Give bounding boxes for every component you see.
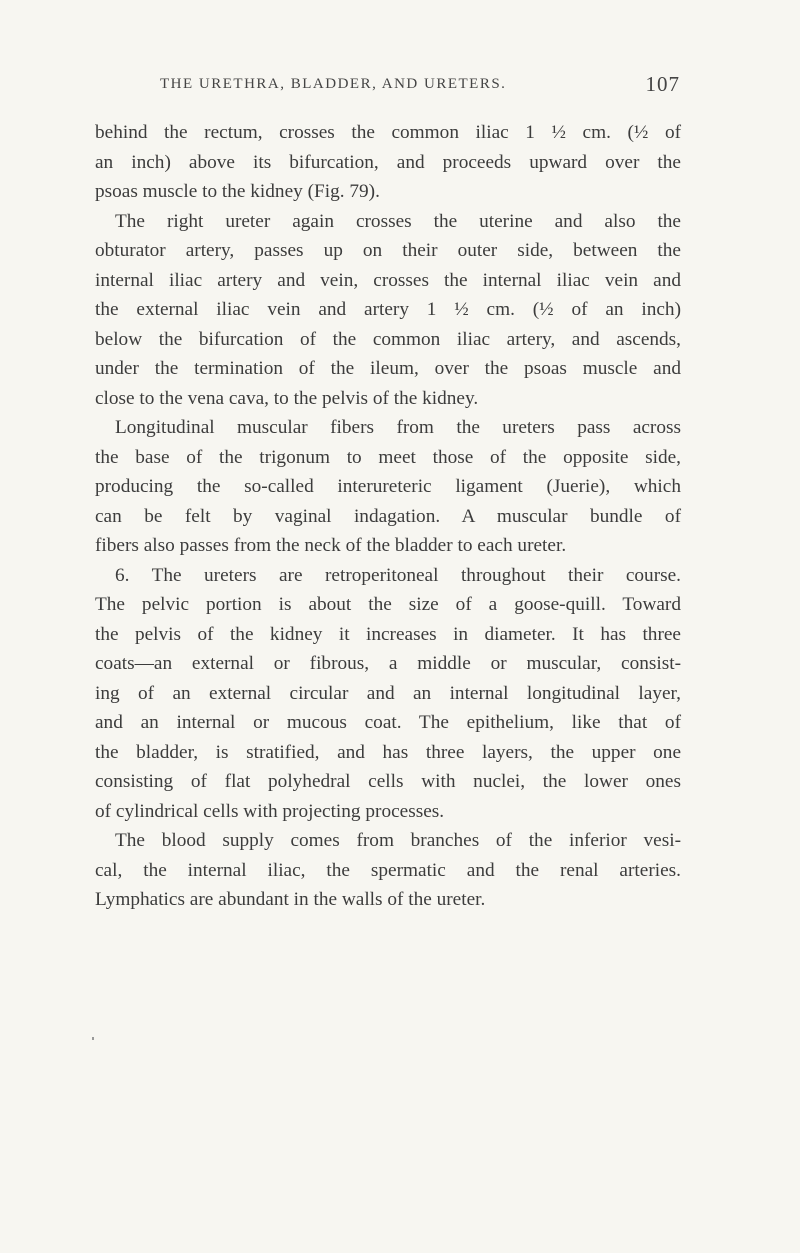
text-line: consisting of flat polyhedral cells with nuclei, the lower ones bbox=[95, 771, 681, 792]
running-head-title: THE URETHRA, BLADDER, AND URETERS. bbox=[160, 76, 507, 92]
text-line: obturator artery, passes up on their outer side, between the bbox=[95, 240, 681, 261]
text-line: of cylindrical cells with projecting processes. bbox=[95, 800, 445, 822]
text-line: and an internal or mucous coat. The epithelium, like that of bbox=[95, 712, 681, 733]
text-line: The blood supply comes from branches of the inferior vesi- bbox=[115, 830, 681, 851]
text-line: The right ureter again crosses the uterine and also the bbox=[115, 210, 681, 232]
text-line: an inch) above its bifurcation, and proceeds upward over the bbox=[95, 151, 681, 173]
text-line: the pelvis of the kidney it increases in diameter. It has three bbox=[95, 623, 681, 645]
text-line: can be felt by vaginal indagation. A muscular bundle of bbox=[95, 505, 681, 527]
text-line: under the termination of the ileum, over the psoas muscle and bbox=[95, 358, 681, 379]
paper-speck bbox=[92, 1037, 94, 1040]
text-line: the base of the trigonum to meet those of the opposite side, bbox=[95, 446, 681, 468]
text-line: internal iliac artery and vein, crosses the internal iliac vein and bbox=[95, 269, 681, 291]
text-line: ing of an external circular and an internal longitudinal layer, bbox=[95, 682, 681, 704]
text-line: Longitudinal muscular fibers from the ureters pass across bbox=[115, 417, 681, 438]
text-line: The pelvic portion is about the size of a goose-quill. Toward bbox=[95, 594, 681, 615]
page-number: 107 bbox=[645, 72, 680, 96]
text-line: the external iliac vein and artery 1 ½ cm. (½ of an inch) bbox=[95, 299, 681, 320]
text-line: coats—an external or fibrous, a middle or muscular, consist- bbox=[95, 653, 681, 674]
text-line: fibers also passes from the neck of the bladder to each ureter. bbox=[95, 535, 567, 556]
text-line: producing the so-called interureteric ligament (Juerie), which bbox=[95, 476, 681, 497]
text-line: Lymphatics are abundant in the walls of the ureter. bbox=[95, 889, 486, 910]
text-line: behind the rectum, crosses the common iliac 1 ½ cm. (½ of bbox=[95, 122, 681, 143]
body-text bbox=[95, 118, 681, 915]
text-line: 6. The ureters are retroperitoneal throughout their course. bbox=[115, 564, 681, 586]
text-line: psoas muscle to the kidney (Fig. 79). bbox=[95, 181, 380, 202]
text-line: below the bifurcation of the common iliac artery, and ascends, bbox=[95, 328, 681, 350]
text-line: the bladder, is stratified, and has three layers, the upper one bbox=[95, 741, 681, 763]
text-line: close to the vena cava, to the pelvis of the kidney. bbox=[95, 387, 479, 409]
text-line: cal, the internal iliac, the spermatic and the renal arteries. bbox=[95, 859, 681, 881]
